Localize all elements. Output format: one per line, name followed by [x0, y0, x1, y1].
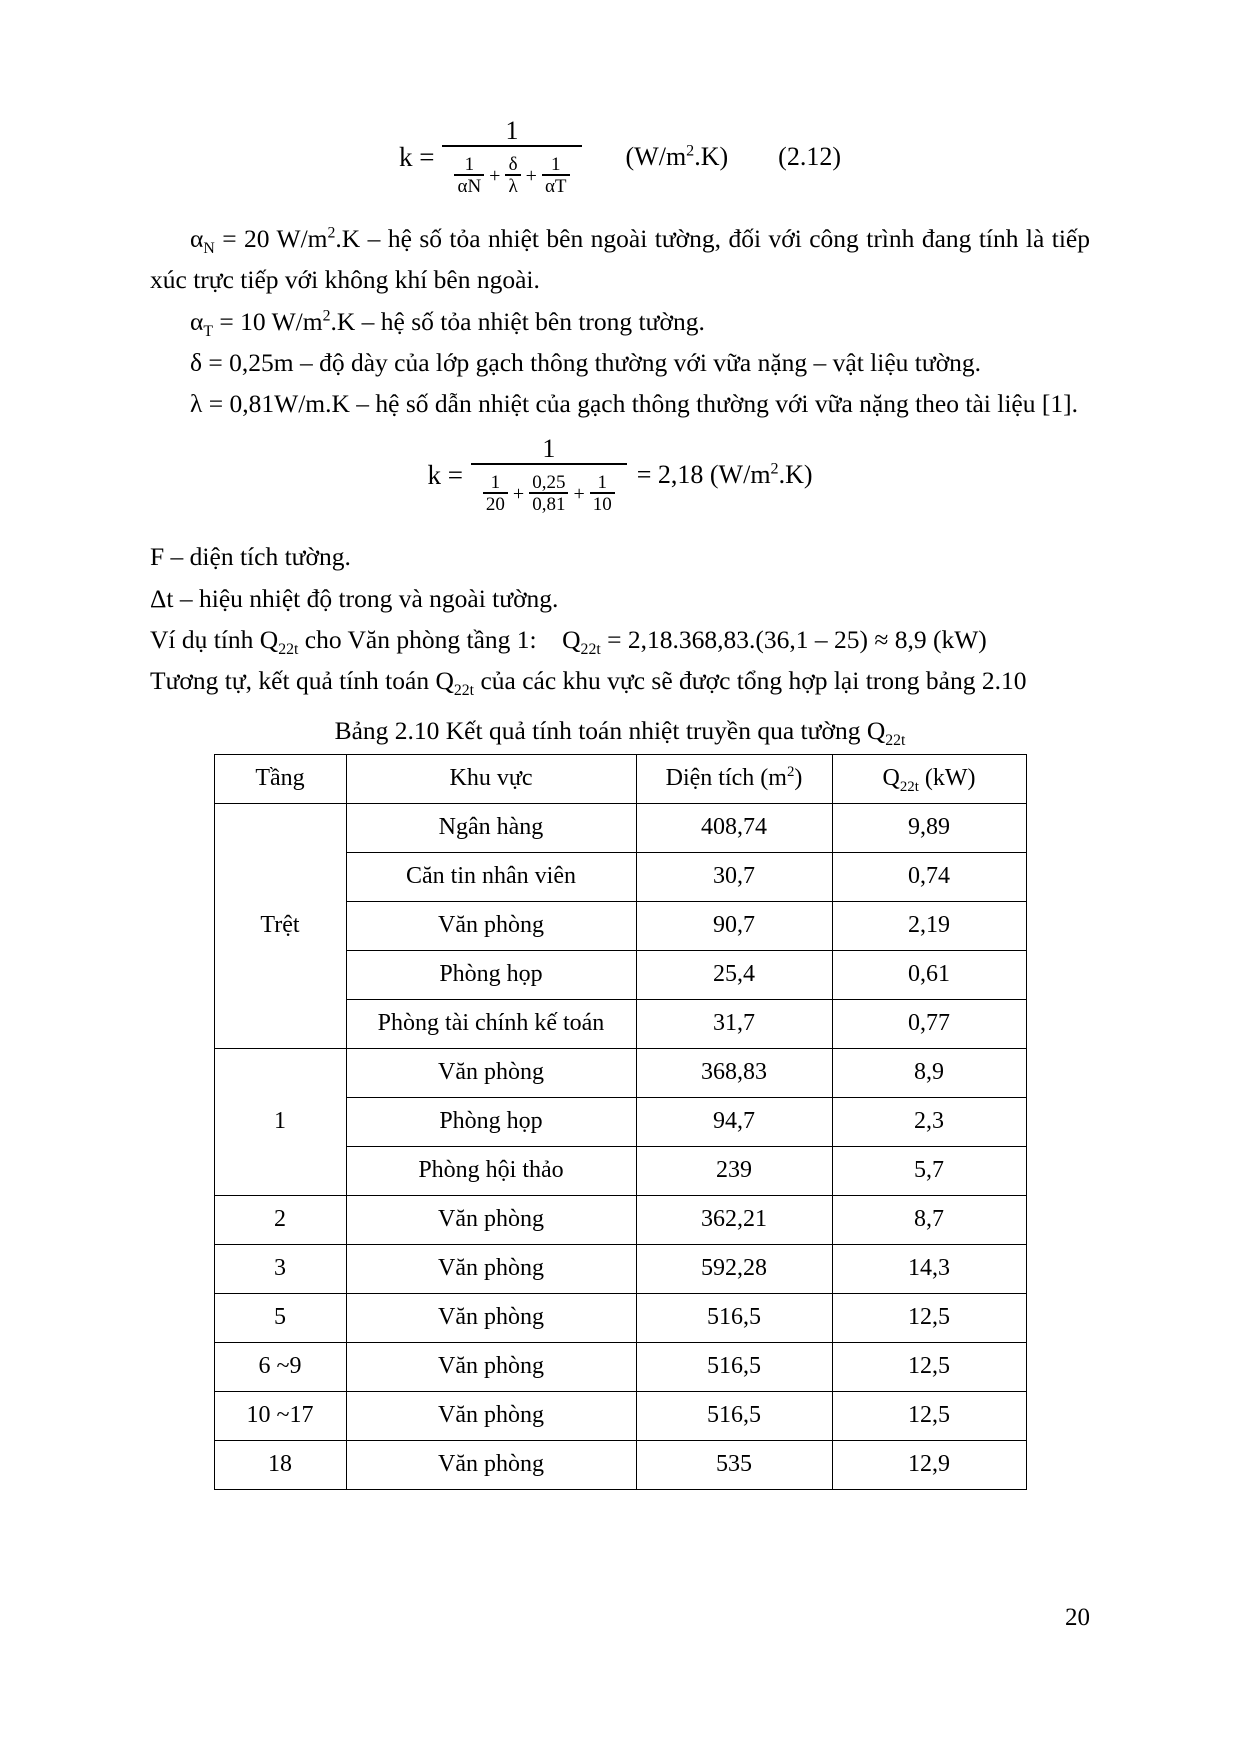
denominator-term-1 [454, 155, 484, 196]
header-dien-tich-text: Diện tích (m [665, 765, 787, 792]
header-q-subscript: 22t [899, 778, 919, 795]
alpha-n-text-a: = 20 W/m [214, 224, 328, 253]
cell-khu-vuc: Văn phòng [346, 1048, 636, 1097]
term-2-denominator: λ [505, 174, 520, 196]
result-tail: .K) [778, 460, 813, 490]
cell-dien-tich: 94,7 [636, 1097, 832, 1146]
term-3-denominator: αT [542, 174, 570, 196]
table-head [214, 754, 1026, 803]
cell-dien-tich: 516,5 [636, 1293, 832, 1342]
paragraph-delta: δ = 0,25m – độ dày của lớp gạch thông thường với vữa nặng – vật liệu tường. [190, 347, 982, 377]
table-row [214, 1244, 1026, 1293]
cell-khu-vuc: Văn phòng [346, 1391, 636, 1440]
header-q22t [832, 754, 1026, 803]
formula-2-12 [150, 118, 1090, 196]
denominator-row [452, 155, 571, 196]
cell-q: 12,5 [832, 1391, 1026, 1440]
header-q-tail: (kW) [918, 765, 976, 792]
result-prefix: = 2,18 (W/m [636, 460, 771, 490]
cell-q: 12,5 [832, 1293, 1026, 1342]
cell-q: 9,89 [832, 803, 1026, 852]
table-row [214, 803, 1026, 852]
alpha-t-superscript: 2 [322, 307, 331, 325]
denominator-2-term-1 [483, 473, 508, 514]
example-text-b: cho Văn phòng tầng 1: [298, 625, 537, 655]
table-row [214, 1440, 1026, 1489]
alpha-n-superscript: 2 [327, 224, 336, 242]
alpha-t-symbol: α [190, 306, 204, 336]
formula-2-fraction [471, 436, 627, 514]
cell-khu-vuc: Phòng họp [346, 1097, 636, 1146]
alpha-n-text-b: .K – hệ số tỏa nhiệt bên ngoài tường, đối với công trình đang tính là tiếp xúc trực tiếp với không khí bên ngoài. [150, 224, 1090, 295]
caption-text: Bảng 2.10 Kết quả tính toán nhiệt truyền qua tường Q [334, 715, 886, 745]
table-row [214, 1391, 1026, 1440]
paragraph-delta-t: Δt – hiệu nhiệt độ trong và ngoài tường. [150, 583, 559, 613]
cell-khu-vuc: Căn tin nhân viên [346, 852, 636, 901]
formula-lhs: k = [399, 141, 435, 172]
results-table [214, 754, 1027, 1490]
similar-subscript: 22t [453, 682, 475, 700]
cell-dien-tich: 592,28 [636, 1244, 832, 1293]
cell-dien-tich: 516,5 [636, 1342, 832, 1391]
cell-q: 8,9 [832, 1048, 1026, 1097]
cell-tang: 3 [214, 1244, 346, 1293]
header-khu-vuc: Khu vực [346, 754, 636, 803]
cell-tang: Trệt [214, 803, 346, 1048]
term-1-numerator: 1 [490, 472, 501, 494]
cell-khu-vuc: Văn phòng [346, 1440, 636, 1489]
cell-dien-tich: 31,7 [636, 999, 832, 1048]
cell-tang: 10 ~17 [214, 1391, 346, 1440]
page-content [150, 110, 1090, 1490]
formula-numerator: 1 [505, 116, 519, 145]
cell-q: 12,5 [832, 1342, 1026, 1391]
header-dien-tich [636, 754, 832, 803]
unit-superscript: 2 [686, 142, 695, 160]
alpha-t-text-b: .K – hệ số tỏa nhiệt bên trong tường. [330, 306, 705, 336]
header-q-text: Q [882, 765, 900, 792]
page-number: 20 [1065, 1604, 1090, 1631]
table-caption [150, 715, 1090, 749]
plus-sign-1: + [489, 164, 501, 187]
example-subscript-2: 22t [580, 641, 601, 659]
alpha-n-subscript: N [203, 240, 215, 258]
term-2-numerator: 0,25 [532, 472, 566, 494]
plus-sign-2: + [573, 482, 585, 505]
paragraph-lambda: λ = 0,81W/m.K – hệ số dẫn nhiệt của gạch thông thường với vữa nặng theo tài liệu [1]. [190, 389, 1078, 419]
cell-dien-tich: 362,21 [636, 1195, 832, 1244]
cell-q: 0,61 [832, 950, 1026, 999]
term-1-denominator: αN [454, 174, 484, 196]
cell-q: 2,3 [832, 1097, 1026, 1146]
cell-q: 2,19 [832, 901, 1026, 950]
alpha-n-symbol: α [190, 224, 204, 253]
cell-q: 0,74 [832, 852, 1026, 901]
cell-dien-tich: 535 [636, 1440, 832, 1489]
cell-q: 8,7 [832, 1195, 1026, 1244]
result-superscript: 2 [770, 460, 779, 478]
formula-k-computed [150, 436, 1090, 514]
formula-2-numerator: 1 [542, 434, 556, 464]
cell-khu-vuc: Phòng họp [346, 950, 636, 999]
equation-number: (2.12) [778, 142, 841, 171]
term-3-numerator: 1 [597, 472, 607, 494]
term-3-numerator: 1 [550, 154, 561, 175]
paragraph-alpha-t [150, 301, 1090, 342]
formula-unit [584, 144, 729, 170]
example-text-a: Ví dụ tính Q [150, 625, 279, 655]
cell-q: 5,7 [832, 1146, 1026, 1195]
term-1-denominator: 20 [483, 492, 508, 514]
cell-tang: 18 [214, 1440, 346, 1489]
cell-dien-tich: 25,4 [636, 950, 832, 999]
alpha-t-text-a: = 10 W/m [213, 306, 323, 336]
cell-khu-vuc: Văn phòng [346, 1293, 636, 1342]
paragraph-f: F – diện tích tường. [150, 542, 351, 572]
term-2-denominator: 0,81 [529, 492, 568, 514]
cell-dien-tich: 90,7 [636, 901, 832, 950]
example-text-d: = 2,18.368,83.(36,1 – 25) ≈ 8,9 (kW) [600, 625, 987, 655]
denominator-term-3 [542, 155, 570, 196]
header-tang: Tầng [214, 754, 346, 803]
example-text-c: Q [562, 625, 581, 655]
cell-khu-vuc: Ngân hàng [346, 803, 636, 852]
similar-text-a: Tương tự, kết quả tính toán Q [150, 666, 454, 696]
denominator-2-term-2 [529, 473, 568, 514]
caption-subscript: 22t [885, 731, 906, 749]
alpha-t-subscript: T [203, 322, 214, 340]
paragraph-example [150, 619, 1090, 660]
unit-base: (W/m [625, 142, 687, 171]
cell-tang: 2 [214, 1195, 346, 1244]
formula-2-result [629, 462, 813, 488]
cell-khu-vuc: Phòng hội thảo [346, 1146, 636, 1195]
table-row [214, 1195, 1026, 1244]
term-2-numerator: δ [508, 154, 518, 175]
table-row [214, 1342, 1026, 1391]
cell-q: 14,3 [832, 1244, 1026, 1293]
cell-q: 12,9 [832, 1440, 1026, 1489]
similar-text-b: của các khu vực sẽ được tổng hợp lại trong bảng 2.10 [474, 666, 1027, 696]
cell-dien-tich: 516,5 [636, 1391, 832, 1440]
denominator-term-2 [505, 155, 520, 196]
formula-fraction [442, 118, 581, 196]
cell-khu-vuc: Văn phòng [346, 1244, 636, 1293]
cell-dien-tich: 30,7 [636, 852, 832, 901]
formula-2-denominator [471, 463, 627, 514]
header-dien-tich-superscript: 2 [786, 764, 795, 781]
example-subscript-1: 22t [278, 641, 299, 659]
header-dien-tich-tail: ) [794, 765, 803, 792]
table-row [214, 1048, 1026, 1097]
paragraph-similar [150, 660, 1090, 701]
paragraph-alpha-n [150, 218, 1090, 301]
cell-dien-tich: 239 [636, 1146, 832, 1195]
term-1-numerator: 1 [464, 154, 475, 175]
formula-denominator [442, 145, 581, 196]
denominator-2-term-3 [590, 473, 615, 514]
table-row [214, 1293, 1026, 1342]
cell-khu-vuc: Văn phòng [346, 1195, 636, 1244]
cell-tang: 5 [214, 1293, 346, 1342]
cell-tang: 1 [214, 1048, 346, 1195]
cell-khu-vuc: Phòng tài chính kế toán [346, 999, 636, 1048]
formula-2-lhs: k = [427, 459, 463, 490]
unit-tail: .K) [694, 142, 729, 171]
plus-sign-1: + [512, 482, 525, 505]
denominator-row-2 [481, 473, 617, 514]
cell-tang: 6 ~9 [214, 1342, 346, 1391]
cell-dien-tich: 408,74 [636, 803, 832, 852]
plus-sign-2: + [525, 164, 537, 187]
cell-dien-tich: 368,83 [636, 1048, 832, 1097]
cell-khu-vuc: Văn phòng [346, 1342, 636, 1391]
table-body [214, 803, 1026, 1489]
table-header-row [214, 754, 1026, 803]
term-3-denominator: 10 [590, 492, 615, 514]
cell-khu-vuc: Văn phòng [346, 901, 636, 950]
cell-q: 0,77 [832, 999, 1026, 1048]
